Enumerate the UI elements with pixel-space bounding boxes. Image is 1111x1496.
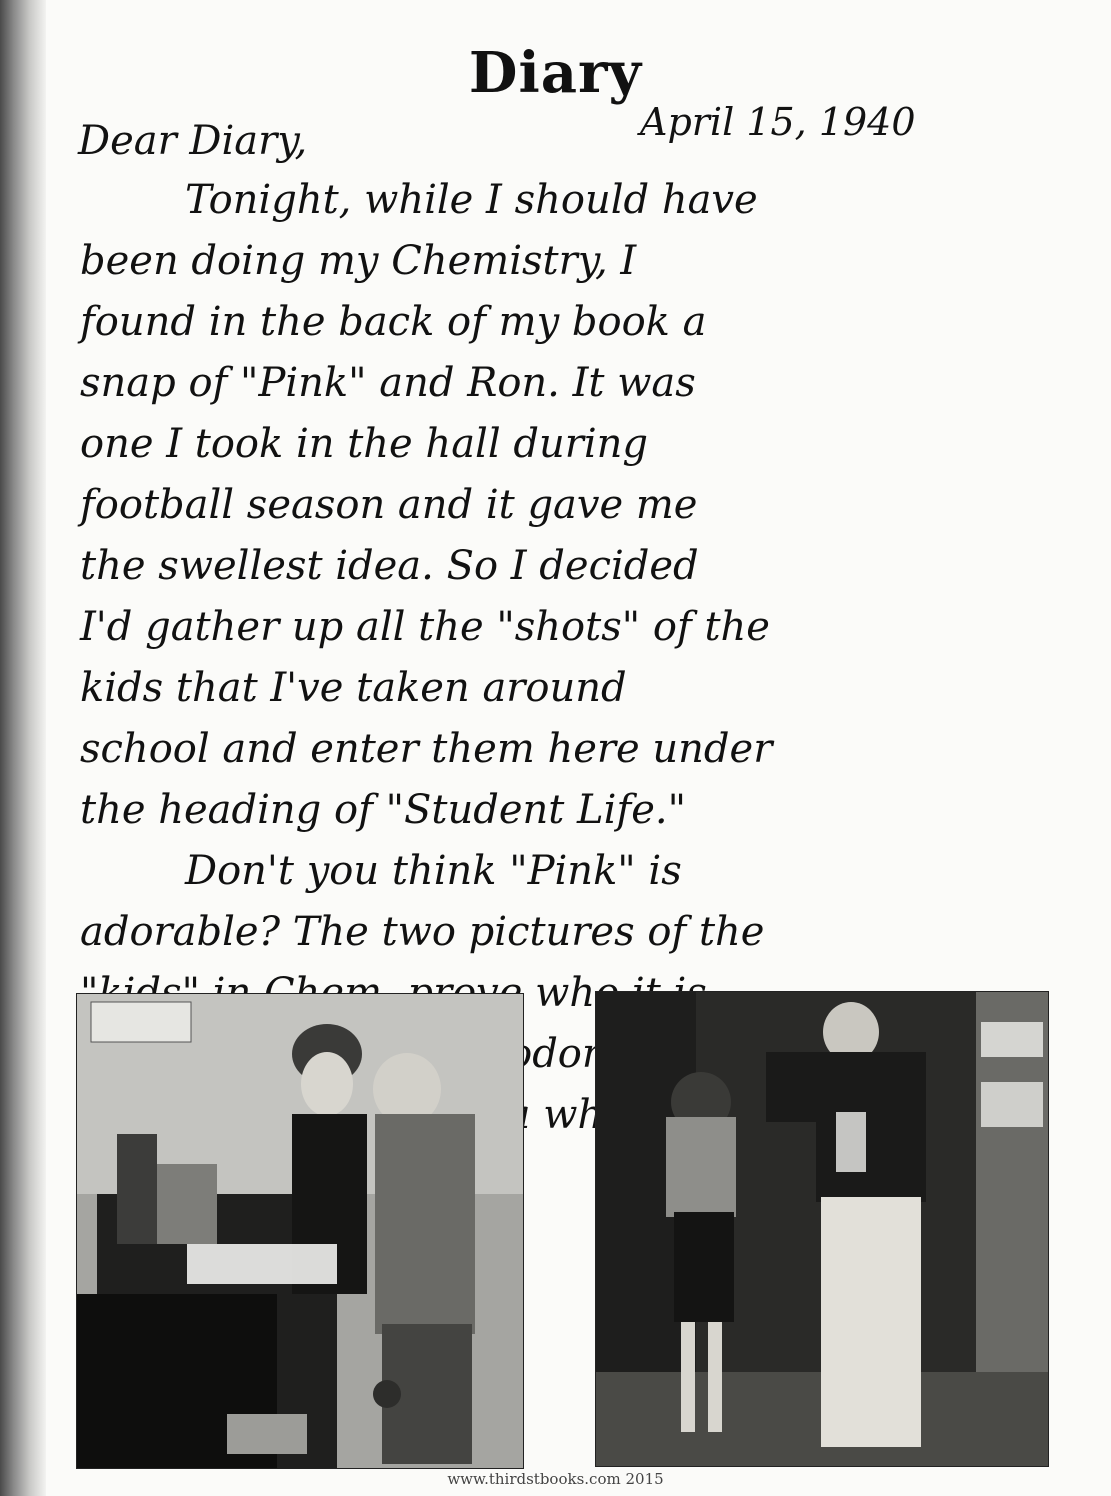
diary-line: I'd gather up all the "shots" of the bbox=[80, 604, 770, 650]
page-title: Diary bbox=[468, 40, 643, 106]
diary-line: the heading of "Student Life." bbox=[80, 787, 686, 833]
hallway-lockers-photo bbox=[595, 991, 1049, 1467]
website-watermark: www.thirdstbooks.com 2015 bbox=[447, 1470, 664, 1488]
diary-date: April 15, 1940 bbox=[640, 100, 916, 144]
diary-line: found in the back of my book a bbox=[80, 299, 707, 345]
diary-greeting: Dear Diary, bbox=[78, 118, 308, 164]
diary-line: Don't you think "Pink" is bbox=[185, 848, 682, 894]
diary-line: kids that I've taken around bbox=[80, 665, 627, 711]
diary-line: school and enter them here under bbox=[80, 726, 773, 772]
diary-line: snap of "Pink" and Ron. It was bbox=[80, 360, 696, 406]
chemistry-lab-photo-art bbox=[77, 994, 523, 1468]
chemistry-lab-photo bbox=[76, 993, 524, 1469]
book-binding-shadow bbox=[0, 0, 46, 1496]
diary-line: one I took in the hall during bbox=[80, 421, 648, 467]
hallway-lockers-photo-art bbox=[596, 992, 1048, 1466]
diary-line: been doing my Chemistry, I bbox=[80, 238, 637, 284]
diary-line: who bbox=[535, 970, 620, 1016]
diary-line: adorable? The two pictures of the bbox=[80, 909, 765, 955]
diary-line: Tonight, while I should have bbox=[185, 177, 758, 223]
diary-line: the swellest idea. So I decided bbox=[80, 543, 699, 589]
diary-line: football season and it gave me bbox=[80, 482, 698, 528]
diary-line: odors bbox=[508, 1031, 622, 1077]
